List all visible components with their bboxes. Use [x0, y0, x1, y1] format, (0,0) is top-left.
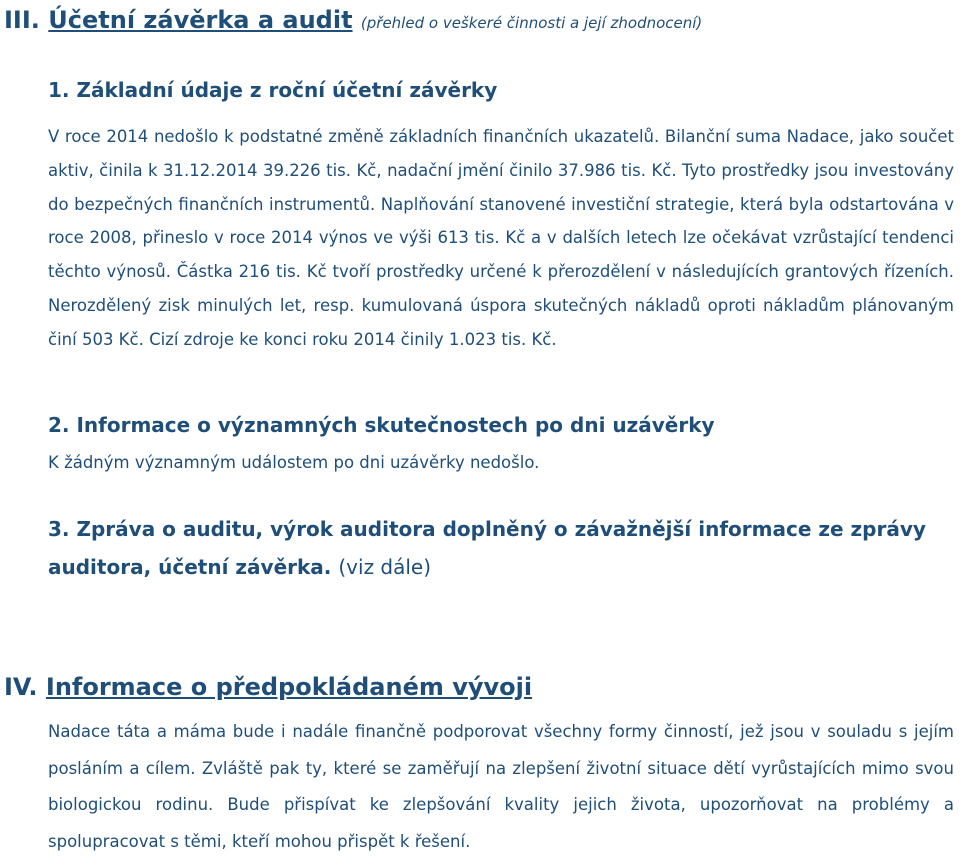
subsection-3-heading-line1: 3. Zpráva o auditu, výrok auditora doplněný o závažnější informace ze zprávy [48, 517, 926, 541]
section-iii-number: III. [4, 6, 40, 34]
section-iii-heading [4, 5, 702, 38]
subsection-3-note: (viz dále) [338, 555, 432, 579]
section-iv-title: Informace o předpokládaném vývoji [45, 673, 533, 701]
section-iii-subtitle: (přehled o veškeré činnosti a její zhodnocení) [360, 14, 703, 32]
subsection-2-heading: 2. Informace o významných skutečnostech po dni uzávěrky [48, 413, 715, 437]
section-iv-paragraph: Nadace táta a máma bude i nadále finančně podporovat všechny formy činností, jež jsou v souladu s jejím posláním a cílem. Zvláště pak ty, které se zaměřují na zlepšení životní situace dětí vyrůstajících mimo svou biologickou rodinu. Bude přispívat ke zlepšování kvality jejich života, upozorňovat na problémy a spolupracovat s těmi, kteří mohou přispět k řešení. [48, 722, 954, 851]
subsection-1-paragraph: V roce 2014 nedošlo k podstatné změně základních finančních ukazatelů. Bilanční suma Nadace, jako součet aktiv, činila k 31.12.2014 39.226 tis. Kč, nadační jmění činilo 37.986 tis. Kč. Tyto prostředky jsou investovány do bezpečných finančních instrumentů. Naplňování stanovené investiční strategie, která byla odstartována v roce 2008, přineslo v roce 2014 výnos ve výši 613 tis. Kč a v dalších letech lze očekávat vzrůstající tendenci těchto výnosů. Částka 216 tis. Kč tvoří prostředky určené k přerozdělení v následujících grantových řízeních. Nerozdělený zisk minulých let, resp. kumulovaná úspora skutečných nákladů oproti nákladům plánovaným činí 503 Kč. Cizí zdroje ke konci roku 2014 činily 1.023 tis. Kč. [48, 127, 954, 349]
section-iii-title: Účetní závěrka a audit [48, 6, 353, 34]
subsection-3-heading-line2 [48, 554, 431, 580]
subsection-1-heading: 1. Základní údaje z roční účetní závěrky [48, 78, 498, 102]
subsection-3-heading-line2-text: auditora, účetní závěrka. [48, 555, 332, 579]
section-iv-heading [4, 672, 532, 702]
subsection-2-paragraph: K žádným významným událostem po dni uzávěrky nedošlo. [48, 453, 540, 472]
section-iv-number: IV. [4, 673, 38, 701]
